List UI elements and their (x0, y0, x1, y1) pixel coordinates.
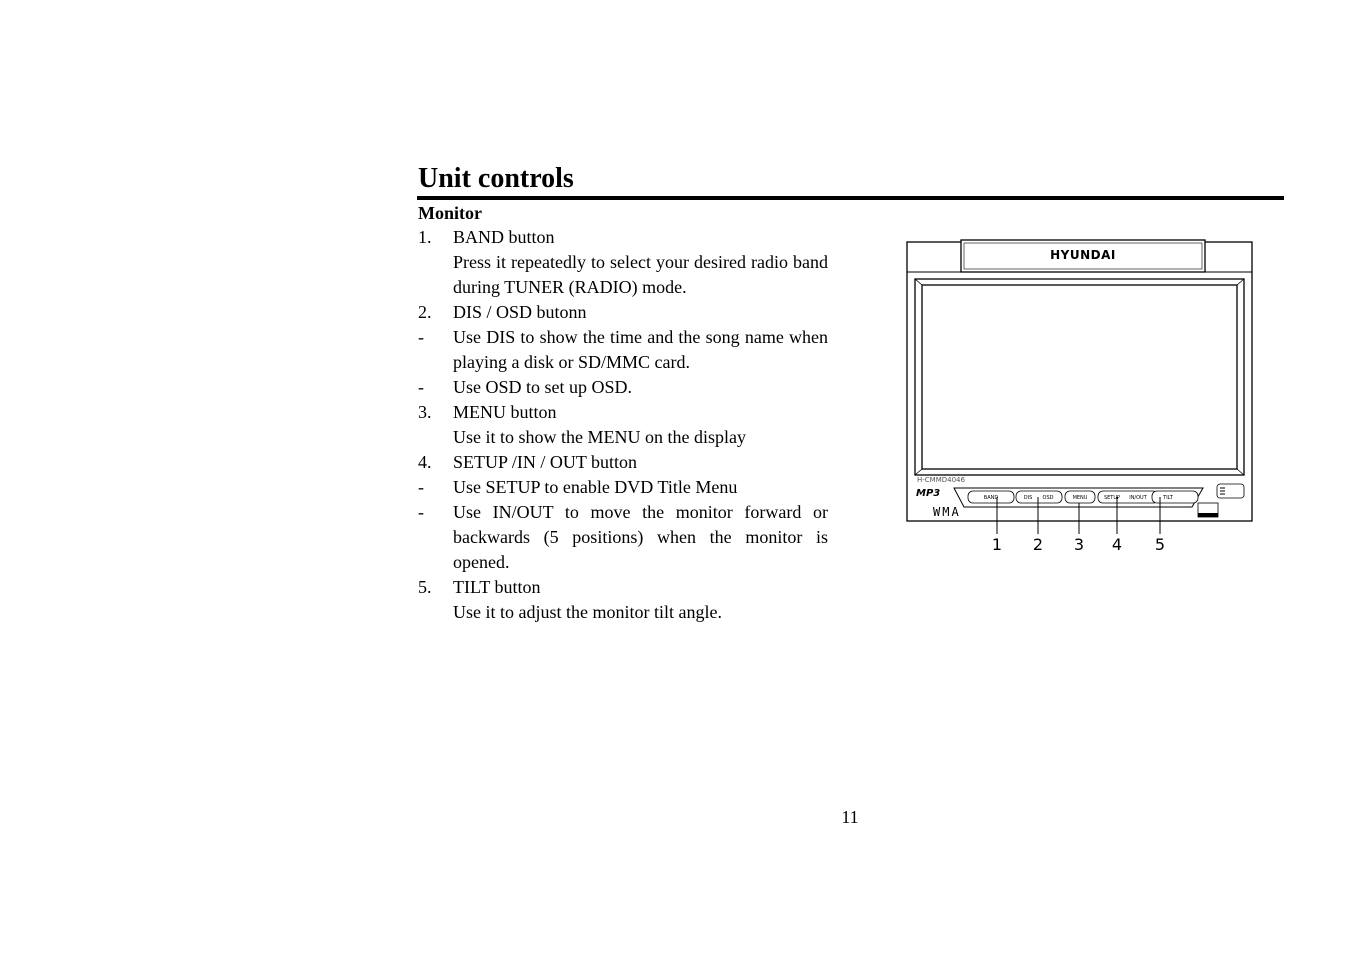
band-button-label: BAND (983, 495, 999, 501)
list-marker: 3. (418, 402, 432, 422)
list-item (418, 425, 828, 450)
setup-button-label: SETUP (1103, 495, 1121, 501)
menu-button-label: MENU (1072, 495, 1088, 501)
list-item (418, 500, 828, 575)
callout-number: 5 (1154, 535, 1166, 554)
sensor-window-fill (1198, 513, 1218, 517)
tilt-button (1152, 491, 1198, 503)
list-item (418, 250, 828, 300)
list-item (418, 300, 828, 325)
list-item (418, 325, 828, 375)
model-label: H-CMMD4046 (917, 476, 965, 484)
list-item (418, 575, 828, 600)
list-item (418, 450, 828, 475)
screen (922, 285, 1237, 469)
list-item (418, 225, 828, 250)
wma-logo: WMA (933, 505, 961, 519)
list-marker: 1. (418, 227, 432, 247)
list-text: MENU button (453, 402, 557, 422)
list-text: Use IN/OUT to move the monitor forward or backwards (5 positions) when the monitor is opened. (453, 502, 828, 572)
tilt-button-label: TILT (1163, 495, 1173, 501)
controls-list (418, 225, 828, 625)
callout-number: 4 (1111, 535, 1123, 554)
list-marker: - (418, 377, 424, 397)
list-marker: 2. (418, 302, 432, 322)
brand-logo: HYUNDAI (1050, 248, 1116, 262)
list-text: Use DIS to show the time and the song name when playing a disk or SD/MMC card. (453, 327, 828, 372)
list-item (418, 400, 828, 425)
inout-button-label: IN/OUT (1129, 495, 1147, 501)
page-title: Unit controls (418, 163, 574, 194)
list-marker: - (418, 502, 424, 522)
list-text: SETUP /IN / OUT button (453, 452, 638, 472)
list-marker: - (418, 477, 424, 497)
page-number: 11 (841, 807, 859, 827)
list-text: BAND button (453, 227, 555, 247)
list-text: Use it to show the MENU on the display (453, 427, 746, 447)
list-text: TILT button (453, 577, 541, 597)
list-marker: 4. (418, 452, 432, 472)
callout-number: 2 (1032, 535, 1044, 554)
title-rule (417, 196, 1284, 200)
list-item (418, 475, 828, 500)
callout-number: 3 (1073, 535, 1085, 554)
dis-button-label: DIS (1023, 495, 1033, 501)
callout-number: 1 (991, 535, 1003, 554)
list-text: Use OSD to set up OSD. (453, 377, 633, 397)
list-marker: - (418, 327, 424, 347)
list-text: DIS / OSD butonn (453, 302, 587, 322)
section-heading: Monitor (418, 203, 482, 223)
list-text: Use it to adjust the monitor tilt angle. (453, 602, 722, 622)
osd-button-label: OSD (1042, 495, 1054, 501)
monitor-figure (900, 232, 1260, 562)
list-marker: 5. (418, 577, 432, 597)
list-item (418, 600, 828, 625)
list-item (418, 375, 828, 400)
mp3-logo: MP3 (916, 488, 941, 499)
list-text: Use SETUP to enable DVD Title Menu (453, 477, 738, 497)
list-text: Press it repeatedly to select your desired radio band during TUNER (RADIO) mode. (453, 252, 828, 297)
